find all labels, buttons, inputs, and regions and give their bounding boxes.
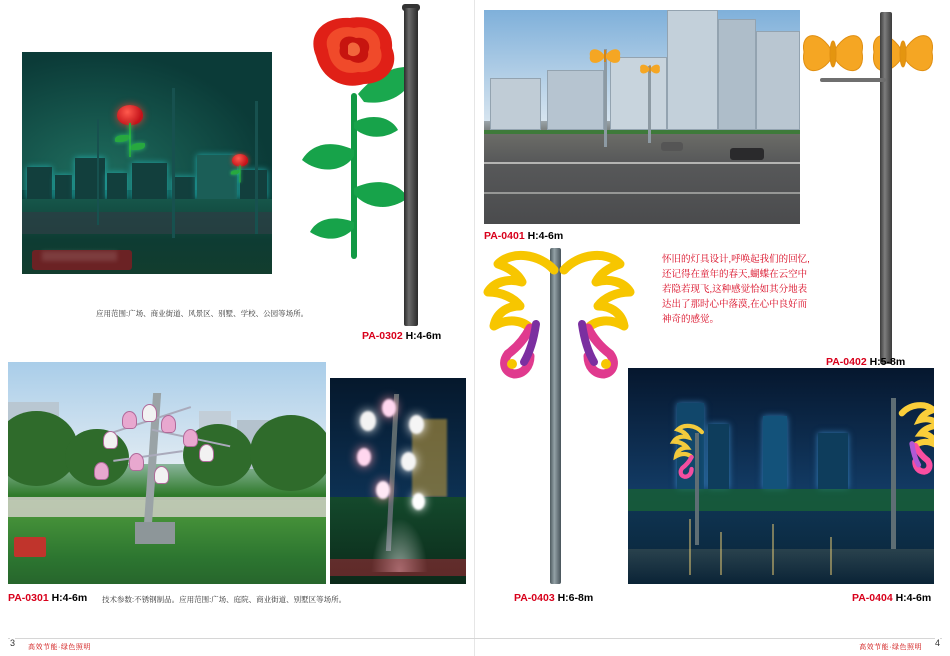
left-photo-note: 应用范围:广场、商业街道、风景区、别墅、学校、公园等场所。 bbox=[96, 309, 309, 318]
caption-pa0403: PA-0403 H:6-8m bbox=[514, 592, 594, 604]
footer-slogan-left: 高效节能·绿色照明 bbox=[28, 644, 91, 651]
caption-pa0302: PA-0302 H:4-6m bbox=[362, 330, 442, 342]
caption-pa0301: PA-0301 H:4-6m bbox=[8, 592, 88, 604]
lamp-pole-right-butterfly bbox=[880, 12, 892, 364]
page-number-left: 3 bbox=[10, 638, 16, 648]
rose-motif-night-plaza-photo bbox=[22, 52, 272, 274]
tree-lamp-day-photo bbox=[8, 362, 326, 584]
lamp-pole-left bbox=[404, 8, 418, 326]
caption-pa0402: PA-0402 H:5-8m bbox=[826, 356, 906, 368]
butterfly-street-day-photo bbox=[484, 10, 800, 224]
tree-lamp-night-photo bbox=[330, 378, 466, 584]
phoenix-pair-vector-art bbox=[468, 244, 650, 384]
page-number-right: 4 bbox=[934, 638, 940, 648]
tech-note: 技术参数:不锈钢制品。应用范围:广场、庭院、商业街道、别墅区等场所。 bbox=[102, 595, 347, 604]
caption-pa0401: PA-0401 H:4-6m bbox=[484, 230, 564, 242]
page-footer bbox=[0, 630, 950, 656]
caption-pa0404: PA-0404 H:4-6m bbox=[852, 592, 932, 604]
phoenix-night-photo bbox=[628, 368, 934, 584]
footer-rule bbox=[8, 638, 942, 639]
description-paragraph: 怀旧的灯具设计,呼唤起我们的回忆,还记得在童年的春天,蝴蝶在云空中若隐若现飞,这种感觉恰如其分地表达出了那时心中落漠,在心中良好而神奇的感觉。 bbox=[662, 254, 810, 325]
lamp-pole-arm bbox=[820, 78, 886, 82]
footer-slogan-right: 高效节能·绿色照明 bbox=[859, 644, 922, 651]
